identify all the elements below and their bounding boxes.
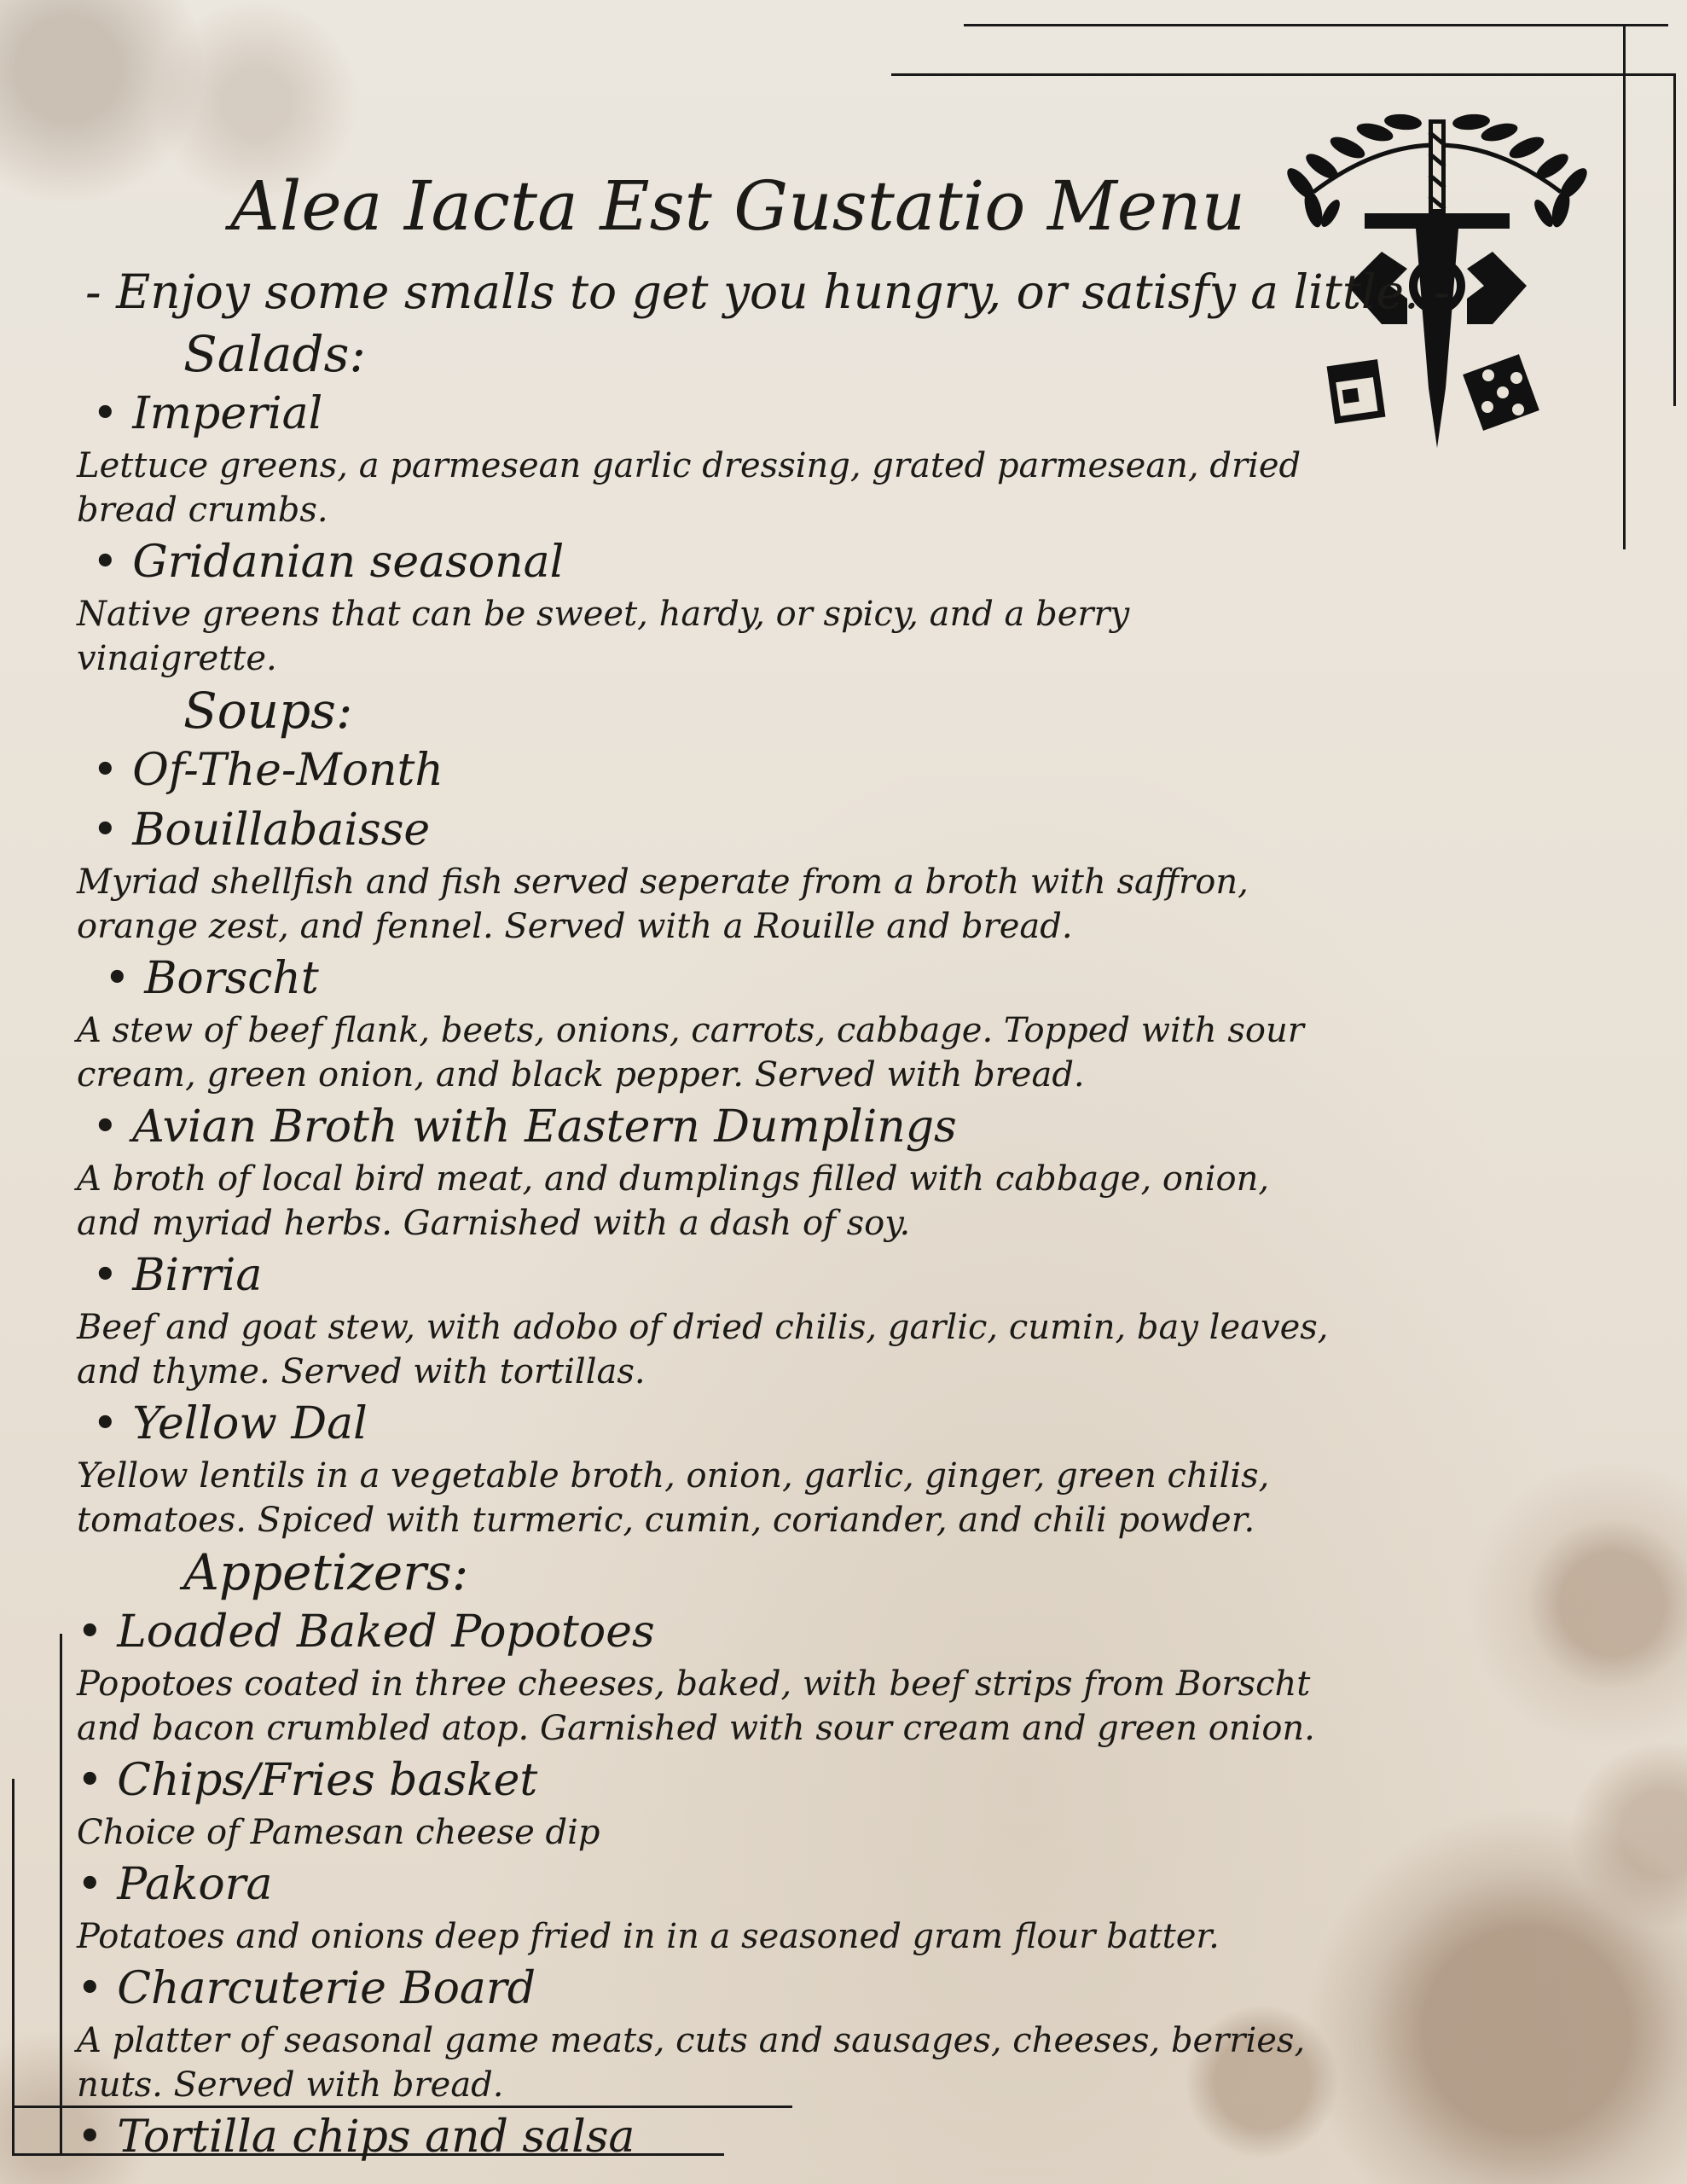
menu-item-chips-fries-basket (77, 1751, 1339, 1855)
menu-item-avian-broth (77, 1097, 1339, 1246)
menu-item-imperial (77, 384, 1339, 532)
item-description: A stew of beef flank, beets, onions, carrots, cabbage. Topped with sour cream, green onion, and black pepper. Served with bread. (77, 1011, 1304, 1095)
item-name: • Loaded Baked Popotoes (77, 1606, 655, 1658)
item-description: Popotoes coated in three cheeses, baked, with beef strips from Borscht and bacon crumbled atop. Garnished with sour cream and green onion. (77, 1664, 1315, 1748)
item-description: Beef and goat stew, with adobo of dried chilis, garlic, cumin, bay leaves, and thyme. Served with tortillas. (77, 1308, 1329, 1391)
menu-item-tortilla-chips-and-salsa (77, 2107, 1339, 2167)
item-description: Yellow lentils in a vegetable broth, onion, garlic, ginger, green chilis, tomatoes. Spiced with turmeric, cumin, coriander, and chili powder. (77, 1456, 1270, 1540)
frame-right-line-outer (1673, 73, 1676, 406)
item-name: • Chips/Fries basket (77, 1755, 538, 1806)
menu-item-pakora (77, 1855, 1339, 1959)
section-heading-appetizers: Appetizers: (183, 1543, 469, 1601)
menu-item-gridanian-seasonal (77, 532, 1339, 681)
menu-item-of-the-month (77, 741, 1339, 800)
item-name: • Borscht (104, 953, 319, 1004)
frame-right-line-inner (1623, 24, 1626, 549)
item-name: • Of-The-Month (92, 745, 443, 796)
item-description: Lettuce greens, a parmesean garlic dressing, grated parmesean, dried bread crumbs. (77, 446, 1301, 530)
item-description: Native greens that can be sweet, hardy, or spicy, and a berry vinaigrette. (77, 595, 1130, 678)
item-name: • Imperial (92, 388, 323, 439)
menu-item-charcuterie-board (77, 1959, 1339, 2107)
item-name: • Pakora (77, 1859, 273, 1910)
item-name: • Birria (92, 1250, 263, 1301)
item-name: • Tortilla chips and salsa (77, 2111, 635, 2163)
item-description: A platter of seasonal game meats, cuts and sausages, cheeses, berries, nuts. Served with bread. (77, 2021, 1306, 2105)
item-description: A broth of local bird meat, and dumplings filled with cabbage, onion, and myriad herbs. Garnished with a dash of soy. (77, 1159, 1270, 1243)
menu-item-loaded-baked-popotoes (77, 1602, 1339, 1751)
section-heading-salads: Salads: (183, 325, 366, 383)
item-name: • Gridanian seasonal (92, 537, 565, 588)
frame-left-line-outer (12, 1779, 14, 2154)
menu-item-birria (77, 1246, 1339, 1394)
item-name: • Charcuterie Board (77, 1963, 536, 2014)
menu-item-bouillabaisse (77, 800, 1339, 949)
item-name: • Yellow Dal (92, 1398, 368, 1449)
item-name: • Bouillabaisse (92, 804, 431, 856)
menu-subtitle: - Enjoy some smalls to get you hungry, or satisfy a little. - (85, 264, 1450, 319)
frame-top-line-inner (891, 73, 1676, 76)
item-description: Myriad shellfish and fish served seperate from a broth with saffron, orange zest, and fennel. Served with a Rouille and bread. (77, 863, 1249, 946)
dice-icon (1463, 354, 1539, 431)
menu-title: Alea Iacta Est Gustatio Menu (230, 166, 1246, 246)
menu-item-borscht (77, 949, 1339, 1097)
item-description: Choice of Pamesan cheese dip (77, 1813, 600, 1852)
menu-content (77, 324, 1339, 2167)
frame-left-line-inner (60, 1634, 62, 2156)
item-name: • Avian Broth with Eastern Dumplings (92, 1101, 957, 1153)
item-description: Potatoes and onions deep fried in in a seasoned gram flour batter. (77, 1917, 1220, 1956)
frame-top-line-outer (964, 24, 1668, 26)
menu-item-yellow-dal (77, 1394, 1339, 1542)
section-heading-soups: Soups: (183, 682, 353, 740)
